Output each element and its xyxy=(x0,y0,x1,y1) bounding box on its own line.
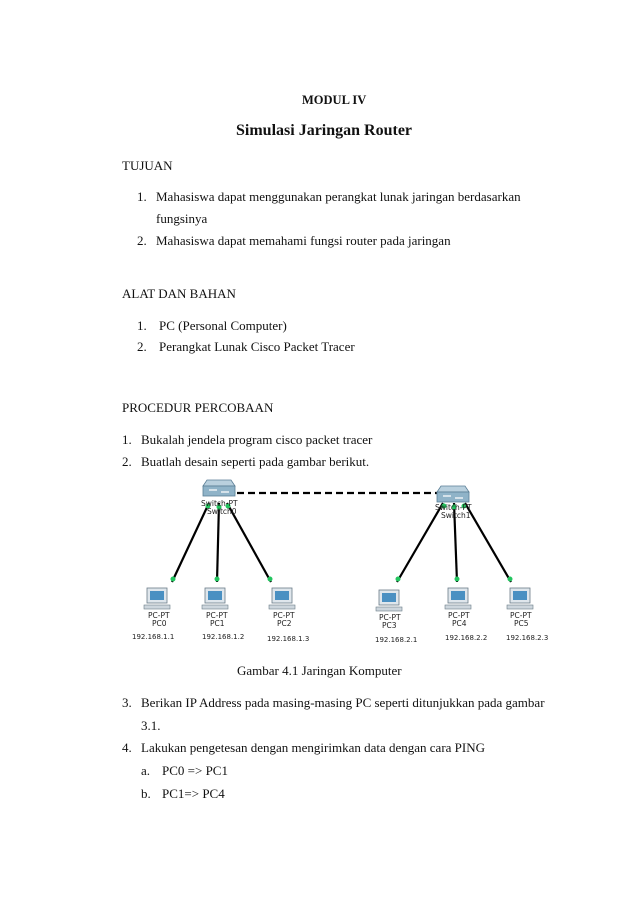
pc1-type: PC-PT xyxy=(206,611,228,620)
step-text: Buatlah desain seperti pada gambar berikut. xyxy=(141,454,370,469)
switch0-icon xyxy=(203,480,235,496)
list-item: Mahasiswa dapat memahami fungsi router pada jaringan xyxy=(156,233,451,248)
list-number: 2. xyxy=(137,233,147,248)
pc3-icon xyxy=(376,590,402,611)
step-number: 3. xyxy=(122,695,132,710)
substep-letter: b. xyxy=(141,786,151,801)
pc4-type: PC-PT xyxy=(448,611,470,620)
list-number: 1. xyxy=(137,189,147,204)
section-heading-alat: ALAT DAN BAHAN xyxy=(122,286,236,301)
substep-letter: a. xyxy=(141,763,151,778)
step-number: 1. xyxy=(122,432,132,447)
pc2-icon xyxy=(269,588,295,609)
switch0-type: Switch-PT xyxy=(201,499,238,508)
switch1-icon xyxy=(437,486,469,502)
section-heading-prosedur: PROCEDUR PERCOBAAN xyxy=(122,400,274,415)
pc0-icon xyxy=(144,588,170,609)
pc0-ip: 192.168.1.1 xyxy=(132,633,175,641)
pc2-ip: 192.168.1.3 xyxy=(267,635,310,643)
pc0-name: PC0 xyxy=(152,619,167,628)
list-item-continuation: fungsinya xyxy=(156,211,208,226)
step-number: 2. xyxy=(122,454,132,469)
page-title: Simulasi Jaringan Router xyxy=(236,122,413,139)
pc2-name: PC2 xyxy=(277,619,292,628)
pc4-name: PC4 xyxy=(452,619,467,628)
network-diagram xyxy=(115,478,555,648)
pc3-name: PC3 xyxy=(382,621,397,630)
section-heading-tujuan: TUJUAN xyxy=(122,158,173,173)
pc1-name: PC1 xyxy=(210,619,225,628)
pc0-type: PC-PT xyxy=(148,611,170,620)
pc4-ip: 192.168.2.2 xyxy=(445,634,488,642)
pc3-type: PC-PT xyxy=(379,613,401,622)
substep-text: PC0 => PC1 xyxy=(162,763,228,778)
link-pc5 xyxy=(465,503,511,582)
list-item: PC (Personal Computer) xyxy=(159,318,287,333)
list-item: Mahasiswa dapat menggunakan perangkat lunak jaringan berdasarkan xyxy=(156,189,521,204)
step-text: Bukalah jendela program cisco packet tracer xyxy=(141,432,373,447)
pc5-type: PC-PT xyxy=(510,611,532,620)
link-pc3 xyxy=(397,503,443,582)
figure-caption: Gambar 4.1 Jaringan Komputer xyxy=(237,663,402,678)
pc5-ip: 192.168.2.3 xyxy=(506,634,549,642)
pc1-icon xyxy=(202,588,228,609)
pc3-ip: 192.168.2.1 xyxy=(375,636,418,644)
step-text-continuation: 3.1. xyxy=(141,718,161,733)
switch1-name: Switch1 xyxy=(441,511,471,520)
pc4-icon xyxy=(445,588,471,609)
switch0-name: Switch0 xyxy=(207,507,237,516)
step-number: 4. xyxy=(122,740,132,755)
link-pc0 xyxy=(172,503,209,582)
module-label: MODUL IV xyxy=(302,93,367,107)
step-text: Lakukan pengetesan dengan mengirimkan data dengan cara PING xyxy=(141,740,486,755)
list-item: Perangkat Lunak Cisco Packet Tracer xyxy=(159,339,355,354)
list-number: 1. xyxy=(137,318,147,333)
pc5-icon xyxy=(507,588,533,609)
pc2-type: PC-PT xyxy=(273,611,295,620)
step-text: Berikan IP Address pada masing-masing PC seperti ditunjukkan pada gambar xyxy=(141,695,545,710)
pc5-name: PC5 xyxy=(514,619,529,628)
switch1-type: Switch-PT xyxy=(435,503,472,512)
pc1-ip: 192.168.1.2 xyxy=(202,633,245,641)
list-number: 2. xyxy=(137,339,147,354)
substep-text: PC1=> PC4 xyxy=(162,786,225,801)
